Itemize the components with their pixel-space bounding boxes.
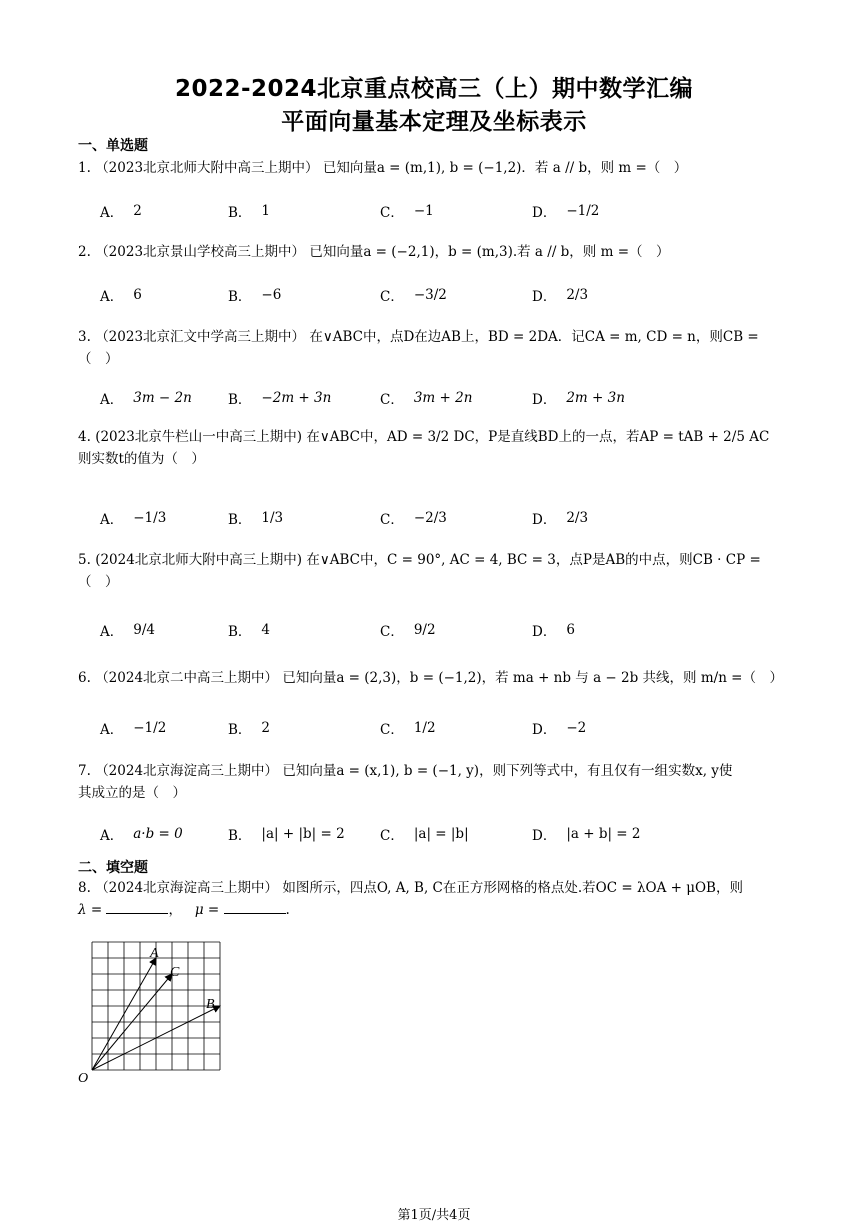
option-c[interactable]: C． 3m + 2n (380, 390, 473, 408)
question-6-options (100, 713, 790, 743)
option-b[interactable]: B． 4 (228, 622, 271, 640)
option-a[interactable]: A． 9/4 (100, 622, 155, 640)
option-c[interactable]: C． −3/2 (380, 287, 447, 305)
question-7-options (100, 819, 790, 849)
question-text-continued: （ ） (78, 574, 119, 590)
question-7 (78, 760, 790, 804)
option-a[interactable]: A． −1/3 (100, 510, 167, 528)
lambda-answer-blank[interactable] (106, 899, 168, 914)
question-4-options (100, 503, 790, 533)
period: . (285, 902, 290, 918)
question-number: 1. (78, 160, 91, 176)
question-source: (2023北京牛栏山一中高三上期中) (95, 429, 303, 445)
question-number: 2. (78, 244, 91, 260)
option-d[interactable]: D． |a + b| = 2 (532, 826, 641, 844)
separator: ， (168, 902, 182, 918)
question-number: 7. (78, 763, 91, 779)
option-b[interactable]: B． 1/3 (228, 510, 284, 528)
option-c[interactable]: C． 9/2 (380, 622, 436, 640)
grid-lines (92, 942, 220, 1070)
option-b[interactable]: B． 2 (228, 720, 271, 738)
question-source: （2024北京海淀高三上期中） (95, 880, 279, 896)
point-label-c: C (170, 965, 180, 980)
section-heading-fill-blank: 二、填空题 (78, 860, 148, 876)
question-2 (78, 241, 790, 263)
question-text: 已知向量a = (x,1), b = (−1, y)，则下列等式中，有且仅有一组实数x, y使 (282, 763, 733, 779)
mu-label: μ = (194, 902, 220, 918)
question-number: 6. (78, 670, 91, 686)
question-source: （2023北京景山学校高三上期中） (95, 244, 306, 260)
page-title: 2022-2024北京重点校高三（上）期中数学汇编 (174, 76, 694, 102)
question-text: 在∨ABC中，C = 90°, AC = 4, BC = 3，点P是AB的中点，则CB · CP = (306, 552, 761, 568)
question-4 (78, 426, 790, 470)
question-3-options (100, 383, 790, 413)
question-text-continued: （ ） (78, 351, 119, 367)
option-a[interactable]: A． 2 (100, 203, 142, 221)
section-heading-single-choice: 一、单选题 (78, 138, 148, 154)
page-subtitle: 平面向量基本定理及坐标表示 (281, 109, 587, 135)
question-5-options (100, 615, 790, 645)
option-c[interactable]: C． −2/3 (380, 510, 447, 528)
option-a[interactable]: A． 3m − 2n (100, 390, 192, 408)
option-d[interactable]: D． 2/3 (532, 510, 589, 528)
option-b[interactable]: B． 1 (228, 203, 271, 221)
question-text-continued: 则实数t的值为（ ） (78, 451, 205, 467)
point-label-b: B (206, 997, 215, 1012)
question-2-options (100, 280, 790, 310)
question-1 (78, 157, 790, 179)
question-number: 5. (78, 552, 91, 568)
question-source: （2024北京二中高三上期中） (95, 670, 279, 686)
question-number: 8. (78, 880, 91, 896)
question-8 (78, 877, 790, 921)
answer-line (78, 899, 790, 921)
lambda-label: λ = (78, 902, 103, 918)
question-6 (78, 667, 790, 689)
option-d[interactable]: D． −1/2 (532, 203, 600, 221)
option-b[interactable]: B． −2m + 3n (228, 390, 332, 408)
option-c[interactable]: C． −1 (380, 203, 434, 221)
question-source: （2023北京北师大附中高三上期中） (95, 160, 319, 176)
option-d[interactable]: D． 6 (532, 622, 575, 640)
question-text: 已知向量a = (m,1), b = (−1,2)．若 a // b，则 m =（ ） (322, 160, 688, 176)
option-c[interactable]: C． |a| = |b| (380, 826, 469, 844)
option-b[interactable]: B． |a| + |b| = 2 (228, 826, 345, 844)
point-label-o: O (78, 1071, 89, 1086)
question-1-options (100, 196, 790, 226)
question-source: (2024北京北师大附中高三上期中) (95, 552, 303, 568)
question-3 (78, 326, 790, 370)
option-a[interactable]: A． a·b = 0 (100, 826, 183, 844)
vector-grid-figure (74, 936, 234, 1086)
question-source: （2023北京汇文中学高三上期中） (95, 329, 306, 345)
option-a[interactable]: A． −1/2 (100, 720, 167, 738)
question-text: 在∨ABC中，AD = 3/2 DC，P是直线BD上的一点，若AP = tAB + 2/5 AC (306, 429, 770, 445)
option-d[interactable]: D． −2 (532, 720, 587, 738)
option-b[interactable]: B． −6 (228, 287, 282, 305)
question-text: 已知向量a = (−2,1)，b = (m,3).若 a // b，则 m =（ ） (309, 244, 670, 260)
question-text-continued: 其成立的是（ ） (78, 785, 186, 801)
option-d[interactable]: D． 2m + 3n (532, 390, 625, 408)
question-text: 在∨ABC中，点D在边AB上，BD = 2DA．记CA = m, CD = n，则CB = (309, 329, 759, 345)
question-5 (78, 549, 790, 593)
question-text: 如图所示，四点O, A, B, C在正方形网格的格点处.若OC = λOA + μOB，则 (282, 880, 743, 896)
option-a[interactable]: A． 6 (100, 287, 142, 305)
question-text: 已知向量a = (2,3)，b = (−1,2)，若 ma + nb 与 a − 2b 共线，则 m/n =（ ） (282, 670, 783, 686)
option-c[interactable]: C． 1/2 (380, 720, 436, 738)
mu-answer-blank[interactable] (224, 899, 286, 914)
point-label-a: A (150, 946, 159, 961)
question-number: 4. (78, 429, 91, 445)
question-number: 3. (78, 329, 91, 345)
option-d[interactable]: D． 2/3 (532, 287, 589, 305)
question-source: （2024北京海淀高三上期中） (95, 763, 279, 779)
page-footer: 第1页/共4页 (397, 1208, 471, 1223)
